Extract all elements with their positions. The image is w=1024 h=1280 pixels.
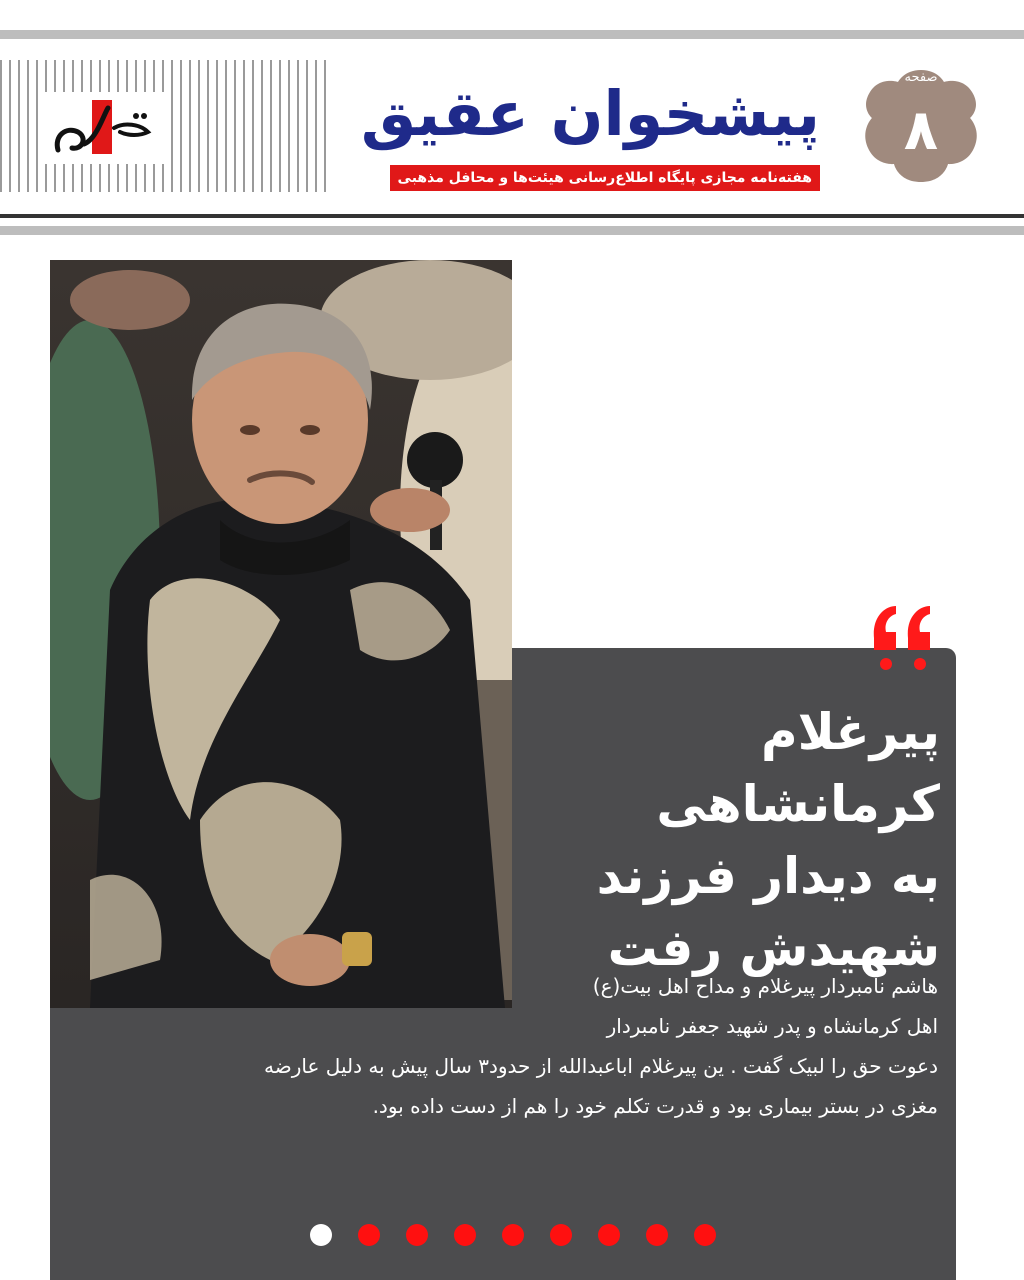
article-body-line: دعوت حق را لبیک گفت . ین پیرغلام اباعبدالله از حدود۳ سال پیش به دلیل عارضه xyxy=(264,1054,938,1078)
headline-line: شهیدش رفت xyxy=(607,919,940,977)
header-bottom-rule xyxy=(0,226,1024,235)
carousel-dot[interactable] xyxy=(502,1224,524,1246)
carousel-dot[interactable] xyxy=(598,1224,620,1246)
carousel-dot[interactable] xyxy=(646,1224,668,1246)
carousel-dot[interactable] xyxy=(358,1224,380,1246)
article-body-line: مغزی در بستر بیماری بود و قدرت تکلم خود را هم از دست داده بود. xyxy=(372,1094,938,1118)
page-number: ۸ xyxy=(903,98,939,163)
aqiq-logo-icon xyxy=(44,92,164,164)
carousel-dot[interactable] xyxy=(550,1224,572,1246)
masthead-title: پیشخوان عقیق xyxy=(360,77,820,150)
headline-line: پیرغلام کرمانشاهی xyxy=(656,703,940,833)
masthead-tagline: هفته‌نامه مجازی پایگاه اطلاع‌رسانی هیئت‌ها و محافل مذهبی xyxy=(390,165,820,191)
header-top-rule xyxy=(0,30,1024,39)
carousel-dot[interactable] xyxy=(694,1224,716,1246)
carousel-dot[interactable] xyxy=(310,1224,332,1246)
carousel-dot[interactable] xyxy=(454,1224,476,1246)
article-body-line: اهل کرمانشاه و پدر شهید جعفر نامبردار xyxy=(606,1014,938,1038)
article-headline xyxy=(520,696,940,984)
quote-mark-icon xyxy=(866,598,938,672)
carousel-dot[interactable] xyxy=(406,1224,428,1246)
article-photo xyxy=(50,260,512,1008)
article-body-line: هاشم نامبردار پیرغلام و مداح اهل بیت(ع) xyxy=(592,974,938,998)
page-label: صفحه xyxy=(904,70,938,85)
header-divider xyxy=(0,214,1024,218)
logo-calligraphy xyxy=(44,92,164,164)
headline-line: به دیدار فرزند xyxy=(596,847,940,905)
